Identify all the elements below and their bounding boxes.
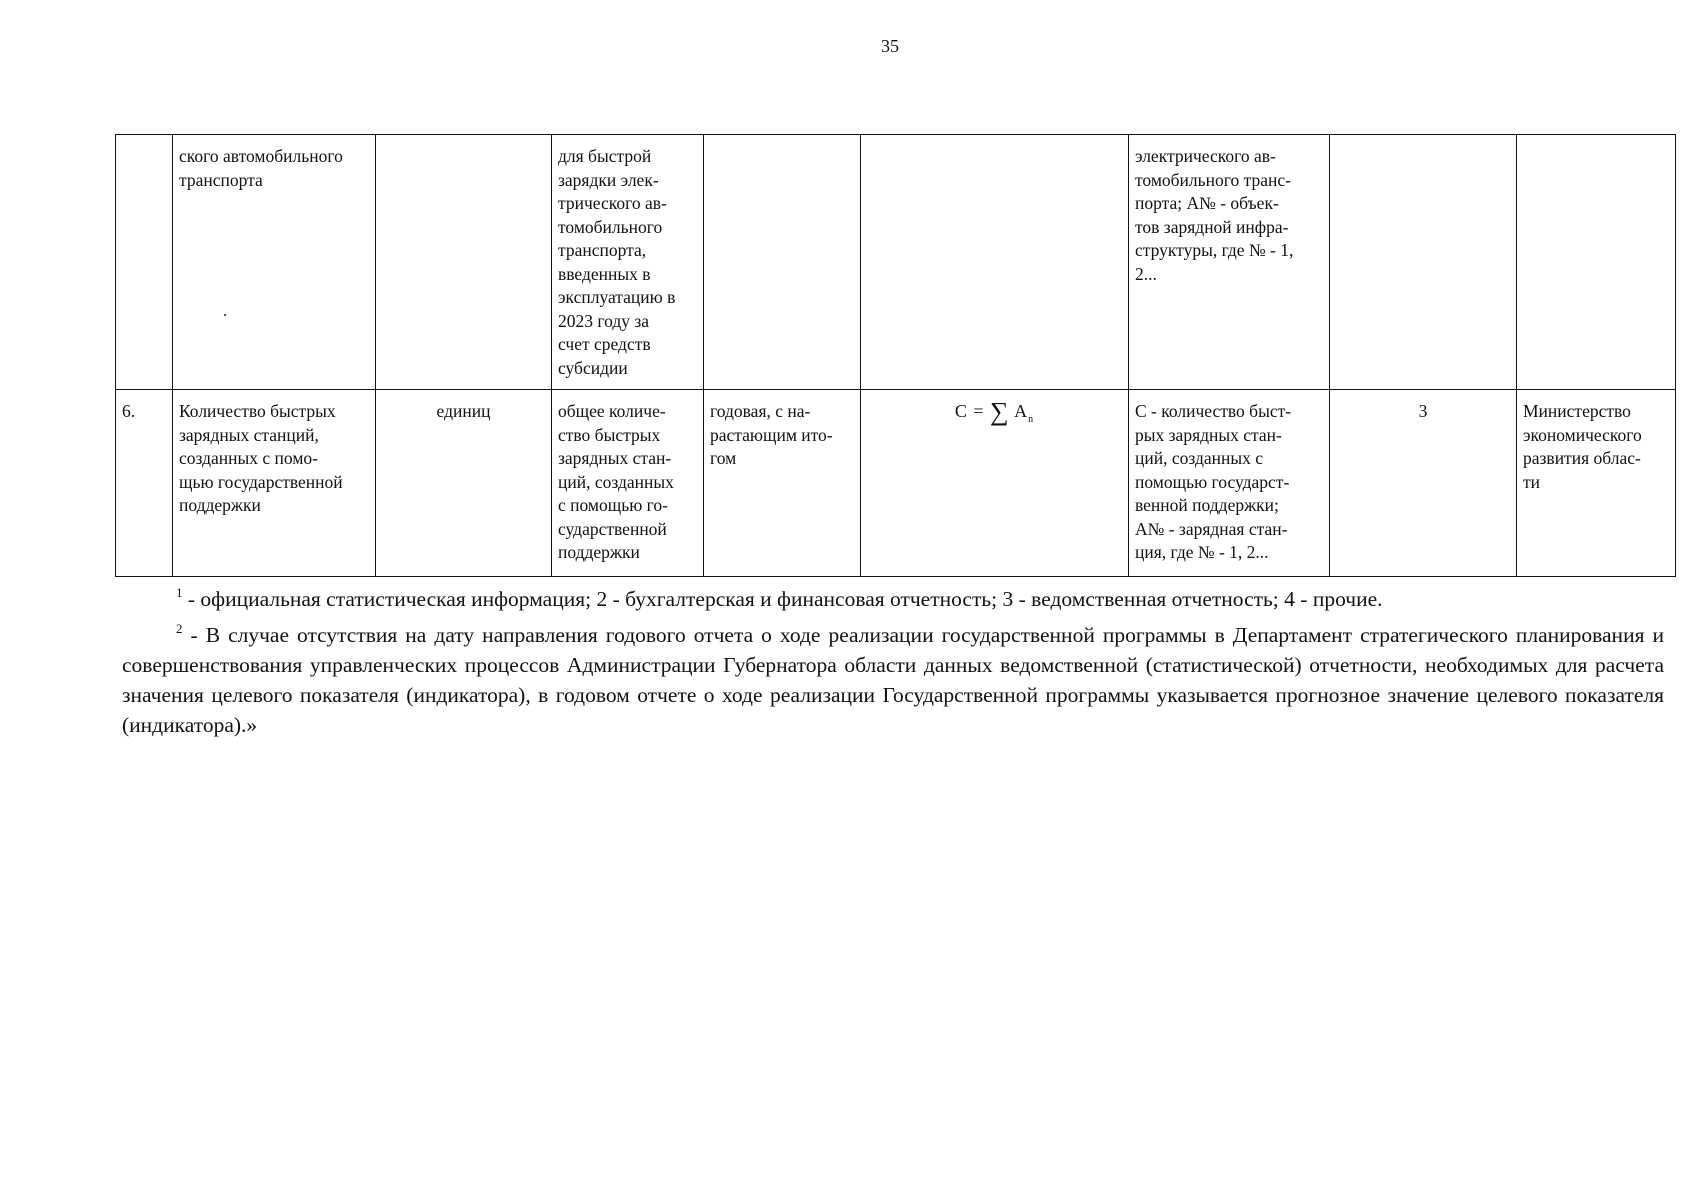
page-number: 35 <box>881 36 899 56</box>
sigma-symbol: ∑ <box>990 397 1010 426</box>
cell-periodicity: годовая, с на- растающим ито- гом <box>704 390 861 577</box>
formula-variable: A <box>1014 401 1029 421</box>
indicators-table <box>115 134 1676 577</box>
cell-definition: для быстрой зарядки элек- трического ав- томобильного транспорта, введенных в эксплуатацию в 2023 году за счет средств субсидии <box>552 135 704 390</box>
cell-description: электрического ав- томобильного транс- порта; А№ - объек- тов зарядной инфра- структуры, где № - 1, 2... <box>1129 135 1330 390</box>
footnote-1 <box>122 578 1664 614</box>
cell-source: 3 <box>1330 390 1517 577</box>
formula-subscript: n <box>1028 414 1035 425</box>
cell-source <box>1330 135 1517 390</box>
footnote-2 <box>122 614 1664 740</box>
cell-definition: общее количе- ство быстрых зарядных стан- ций, созданных с помощью го- сударственной поддержки <box>552 390 704 577</box>
cell-responsible: Министерство экономического развития облас- ти <box>1517 390 1676 577</box>
cell-formula <box>861 135 1129 390</box>
cell-periodicity <box>704 135 861 390</box>
cell-description: С - количество быст- рых зарядных стан- ций, созданных с помощью государст- венной поддержки; А№ - зарядная стан- ция, где № - 1, 2... <box>1129 390 1330 577</box>
cell-number <box>116 135 173 390</box>
table-row <box>116 390 1676 577</box>
footnote-2-mark: 2 <box>176 621 183 636</box>
cell-formula <box>861 390 1129 577</box>
cell-unit <box>376 135 552 390</box>
cell-number: 6. <box>116 390 173 577</box>
cell-indicator-name: ского автомобильного транспорта <box>173 135 376 390</box>
cell-unit: единиц <box>376 390 552 577</box>
scan-speck <box>224 314 226 316</box>
footnotes <box>122 578 1664 740</box>
cell-indicator-name: Количество быстрых зарядных станций, созданных с помо- щью государственной поддержки <box>173 390 376 577</box>
footnote-2-text: - В случае отсутствия на дату направления годового отчета о ходе реализации государственной программы в Департамент стратегического планирования и совершенствования управленческих процессов Администрации Губернатора области данных ведомственной (статистической) отчетности, необходимых для расчета значения целевого показателя (индикатора), в годовом отчете о ходе реализации Государственной программы указывается прогнозное значение целевого показателя (индикатора).» <box>122 623 1664 737</box>
formula-lhs: C = <box>954 401 985 421</box>
footnote-1-mark: 1 <box>176 585 183 600</box>
cell-responsible <box>1517 135 1676 390</box>
table-row <box>116 135 1676 390</box>
formula <box>954 397 1035 432</box>
footnote-1-text: - официальная статистическая информация; 2 - бухгалтерская и финансовая отчетность; 3 - ведомственная отчетность; 4 - прочие. <box>182 587 1383 611</box>
